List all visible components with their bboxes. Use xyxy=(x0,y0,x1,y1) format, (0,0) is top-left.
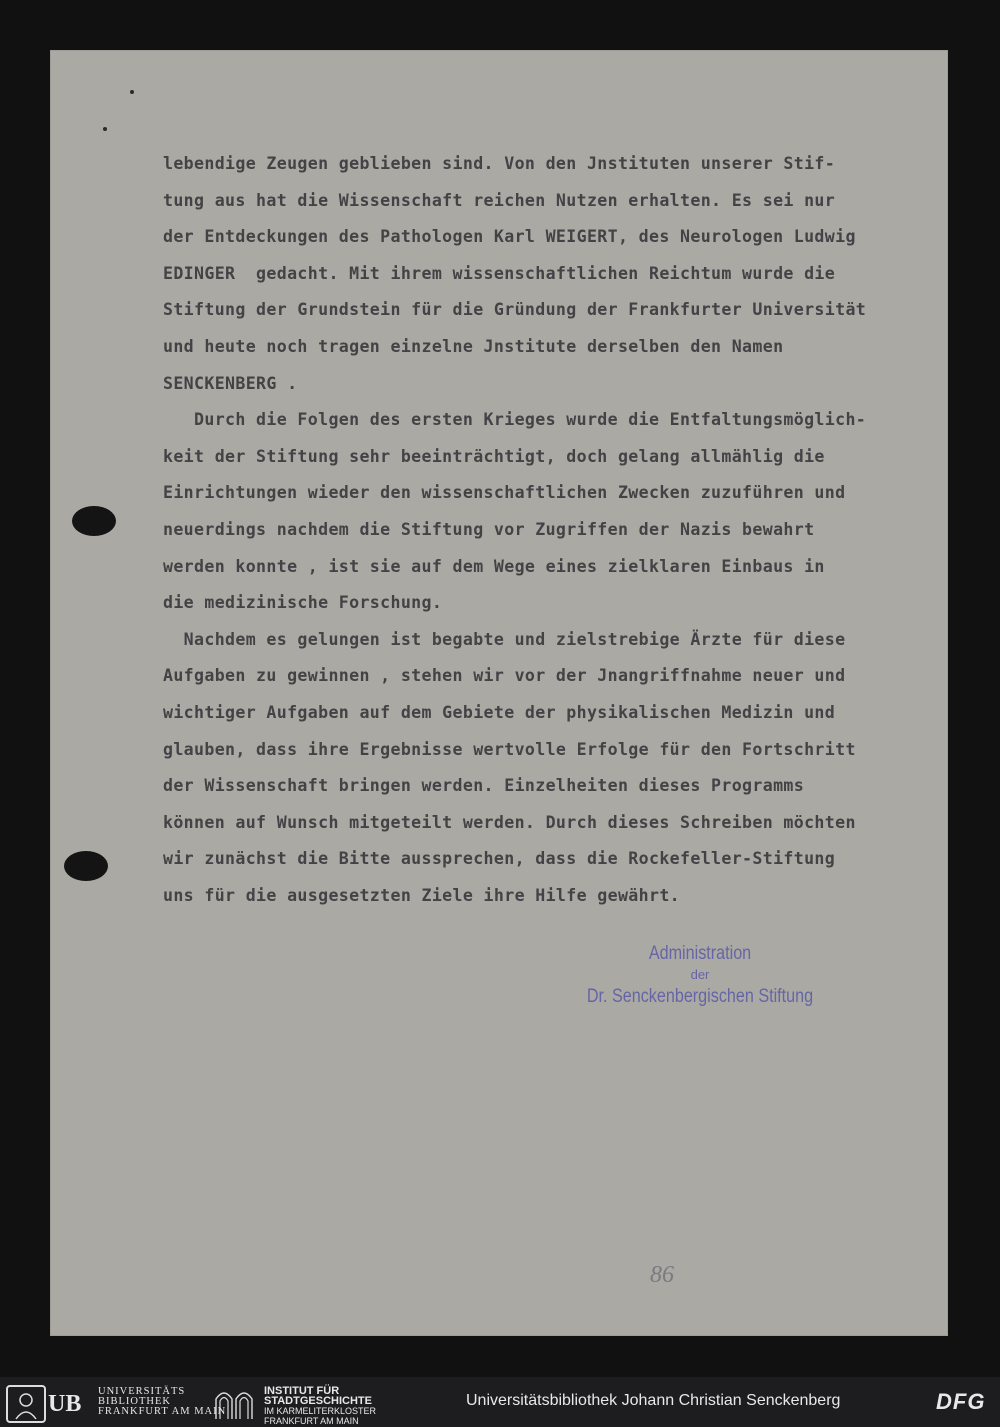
text-line: Stiftung der Grundstein für die Gründung der Frankfurter Universität xyxy=(163,300,867,320)
text-line: SENCKENBERG . xyxy=(163,373,298,393)
isg-logo-text xyxy=(264,1386,376,1426)
text-line: EDINGER gedacht. Mit ihrem wissenschaftlichen Reichtum wurde die xyxy=(163,263,836,283)
text-line: werden konnte , ist sie auf dem Wege eines zielklaren Einbaus in xyxy=(163,556,825,576)
footer-bar xyxy=(0,1377,1000,1427)
ub-building-icon xyxy=(6,1385,46,1423)
page-number: 86 xyxy=(650,1262,674,1288)
text-line: wir zunächst die Bitte aussprechen, dass die Rockefeller-Stiftung xyxy=(163,849,836,869)
text-line: neuerdings nachdem die Stiftung vor Zugriffen der Nazis bewahrt xyxy=(163,519,815,539)
text-line: die medizinische Forschung. xyxy=(163,593,443,613)
stamp-line-3: Dr. Senckenbergischen Stiftung xyxy=(586,986,814,1007)
text-line: und heute noch tragen einzelne Jnstitute derselben den Namen xyxy=(163,336,784,356)
punch-hole-bottom xyxy=(64,851,108,881)
ub-logo-text: UB xyxy=(48,1391,82,1417)
dfg-logo: DFG xyxy=(936,1389,986,1414)
library-name: Universitätsbibliothek Johann Christian Senckenberg xyxy=(466,1392,841,1409)
text-line: lebendige Zeugen geblieben sind. Von den Jnstituten unserer Stif- xyxy=(163,154,836,173)
text-line: Einrichtungen wieder den wissenschaftlichen Zwecken zuzuführen und xyxy=(163,483,846,503)
ub-line-2: BIBLIOTHEK xyxy=(98,1396,171,1407)
isg-line-1: INSTITUT FÜR xyxy=(264,1385,340,1397)
text-line: Durch die Folgen des ersten Krieges wurde die Entfaltungsmöglich- xyxy=(163,410,867,430)
administration-stamp xyxy=(560,943,840,1008)
isg-arches-icon xyxy=(214,1385,254,1419)
paper-speck xyxy=(130,90,134,94)
text-line: der Wissenschaft bringen werden. Einzelheiten dieses Programms xyxy=(163,776,805,796)
stamp-line-1: Administration xyxy=(648,943,752,964)
isg-line-2: STADTGESCHICHTE xyxy=(264,1395,372,1407)
text-line: keit der Stiftung sehr beeinträchtigt, doch gelang allmählig die xyxy=(163,446,825,466)
text-line: Aufgaben zu gewinnen , stehen wir vor der Jnangriffnahme neuer und xyxy=(163,666,846,686)
paper-speck xyxy=(103,127,107,131)
text-line: tung aus hat die Wissenschaft reichen Nutzen erhalten. Es sei nur xyxy=(163,190,836,210)
stamp-line-2: der xyxy=(690,967,710,982)
ub-line-1: UNIVERSITÄTS xyxy=(98,1386,186,1397)
typed-letter-body xyxy=(163,146,953,914)
punch-hole-top xyxy=(72,506,116,536)
text-line: glauben, dass ihre Ergebnisse wertvolle Erfolge für den Fortschritt xyxy=(163,739,856,759)
isg-line-4: FRANKFURT AM MAIN xyxy=(264,1416,359,1426)
ub-line-3: FRANKFURT AM MAIN xyxy=(98,1406,227,1417)
text-line: der Entdeckungen des Pathologen Karl WEIGERT, des Neurologen Ludwig xyxy=(163,227,856,247)
isg-line-3: IM KARMELITERKLOSTER xyxy=(264,1406,377,1416)
text-line: uns für die ausgesetzten Ziele ihre Hilfe gewährt. xyxy=(163,885,681,905)
ub-logo-subtitle xyxy=(98,1387,226,1417)
text-line: Nachdem es gelungen ist begabte und zielstrebige Ärzte für diese xyxy=(163,629,846,649)
text-line: können auf Wunsch mitgeteilt werden. Durch dieses Schreiben möchten xyxy=(163,812,856,832)
text-line: wichtiger Aufgaben auf dem Gebiete der physikalischen Medizin und xyxy=(163,702,836,722)
